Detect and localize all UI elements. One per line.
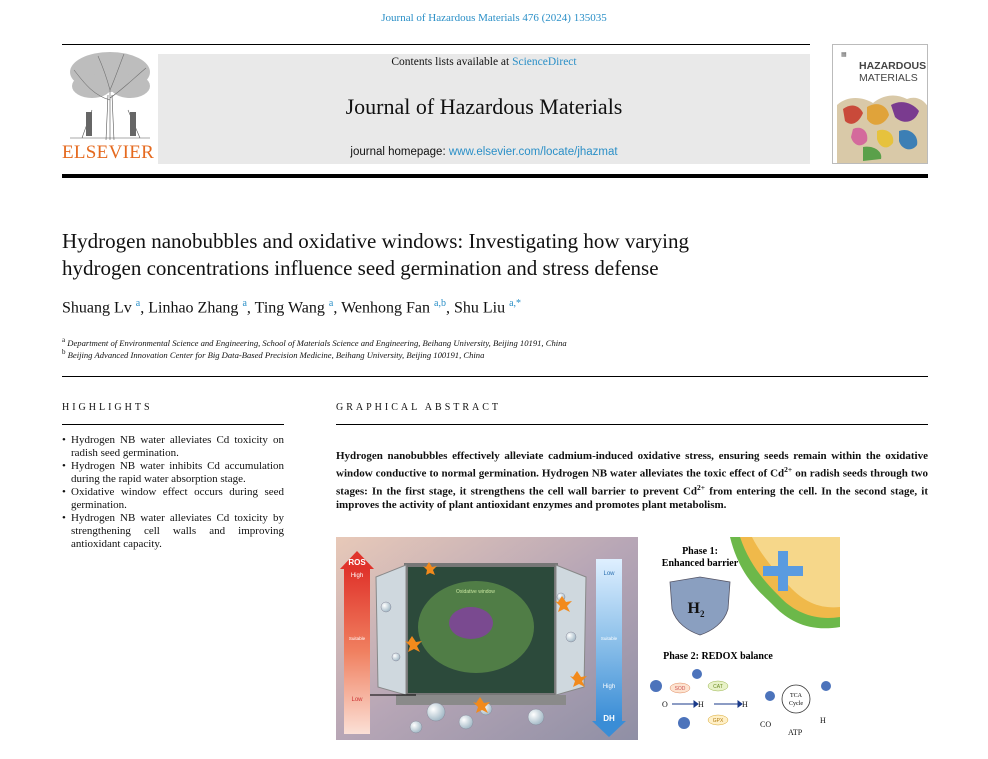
dh-suitable-label: Suitable bbox=[600, 636, 618, 641]
phase-diagram-figure bbox=[640, 537, 840, 740]
highlight-item: • Hydrogen NB water alleviates Cd toxicity by strengthening cell walls and improving antioxidant capacity. bbox=[62, 512, 284, 551]
h2o2-label: H bbox=[698, 700, 704, 709]
h2-symbol: H bbox=[687, 600, 700, 617]
h2o-out-label: H bbox=[820, 716, 826, 725]
affiliation-b: $^b$ Beijing Advanced Innovation Center for Big Data-Based Precision Medicine, Beihang University, Beijing 100191, China bbox=[62, 348, 485, 360]
graphical-abstract-heading: GRAPHICAL ABSTRACT bbox=[336, 402, 502, 413]
section-divider bbox=[62, 376, 928, 377]
ros-label: ROS bbox=[348, 558, 366, 567]
author-name[interactable]: Wenhong Fan bbox=[341, 299, 430, 317]
homepage-link[interactable]: www.elsevier.com/locate/jhazmat bbox=[448, 146, 618, 158]
h2o-label: H bbox=[742, 700, 748, 709]
graphical-abstract-rule bbox=[336, 424, 928, 425]
author-affiliation-mark[interactable]: a,* bbox=[509, 298, 522, 309]
cover-hazardous: HAZARDOUS bbox=[859, 60, 927, 72]
h2-subscript: 2 bbox=[699, 609, 705, 619]
affiliation-a: $^a$ Department of Environmental Science and Engineering, School of Materials Science and Engineering, Beihang University, Beijing 10191, China bbox=[62, 336, 567, 348]
shield-icon bbox=[670, 577, 730, 635]
phase1-subtitle: Enhanced barrier bbox=[661, 558, 739, 569]
highlight-item: • Hydrogen NB water alleviates Cd toxicity on radish seed germination. bbox=[62, 434, 284, 460]
gpx-label: GPX bbox=[712, 718, 724, 724]
header-rule bbox=[62, 44, 810, 45]
oxidative-window-figure bbox=[336, 537, 638, 740]
author-affiliation-mark[interactable]: a bbox=[242, 298, 247, 309]
journal-citation[interactable]: Journal of Hazardous Materials 476 (2024) 135035 bbox=[381, 12, 607, 24]
cover-world-map-icon bbox=[833, 45, 928, 164]
highlight-item: • Hydrogen NB water inhibits Cd accumulation during the rapid water absorption stage. bbox=[62, 460, 284, 486]
ros-suitable-label: Suitable bbox=[348, 636, 366, 641]
sod-label: SOD bbox=[674, 686, 686, 692]
ros-low-label: Low bbox=[351, 697, 363, 703]
publisher-name: ELSEVIER bbox=[62, 142, 155, 163]
elsevier-tree-icon bbox=[62, 50, 158, 142]
dh-low-label: Low bbox=[603, 571, 615, 577]
elsevier-logo[interactable] bbox=[62, 50, 158, 162]
phase1-title: Phase 1: bbox=[682, 546, 718, 557]
tca-label: TCA bbox=[790, 693, 802, 699]
phase2-title: Phase 2: REDOX balance bbox=[663, 651, 773, 662]
cover-logo-icon: ▦ bbox=[841, 52, 847, 58]
highlights-rule bbox=[62, 424, 284, 425]
dh-high-label: High bbox=[602, 684, 616, 690]
cycle-label: Cycle bbox=[789, 701, 803, 707]
author-name[interactable]: Shuang Lv bbox=[62, 299, 132, 317]
header-thick-rule bbox=[62, 174, 928, 178]
highlight-item: • Oxidative window effect occurs during seed germination. bbox=[62, 486, 284, 512]
highlights-heading: HIGHLIGHTS bbox=[62, 402, 153, 413]
author-affiliation-mark[interactable]: a bbox=[135, 298, 141, 309]
article-title: Hydrogen nanobubbles and oxidative windows: Investigating how varying hydrogen concentrations influence seed germination and stress defense bbox=[62, 229, 689, 280]
oxidative-window-label: Oxidative window bbox=[456, 589, 495, 595]
graphical-abstract-text: Hydrogen nanobubbles effectively alleviate cadmium-induced oxidative stress, ensuring seeds remain within the oxidative window conductive to normal germination. Hydrogen NB water alleviates the toxic effect of $Cd^{2+}$ on radish seeds through two stages: In the first stage, it strengthens the cell wall barrier to prevent $Cd^{2+}$ from entering the cell. In the second stage, it improves the activity of plant antioxidant enzymes and promotes plant metabolism. bbox=[336, 450, 928, 512]
contents-line: Contents lists available at ScienceDirect bbox=[391, 56, 577, 68]
journal-cover[interactable] bbox=[832, 44, 928, 164]
sciencedirect-link[interactable]: ScienceDirect bbox=[512, 56, 577, 68]
author-name[interactable]: Linhao Zhang bbox=[148, 299, 239, 317]
cat-label: CAT bbox=[713, 684, 723, 690]
journal-title: Journal of Hazardous Materials bbox=[345, 94, 623, 119]
co2-label: CO bbox=[760, 720, 772, 729]
ros-high-label: High bbox=[350, 573, 364, 579]
author-name[interactable]: Shu Liu bbox=[453, 299, 506, 317]
author-name[interactable]: Ting Wang bbox=[254, 299, 325, 317]
homepage-line: journal homepage: www.elsevier.com/locate/jhazmat bbox=[350, 146, 618, 158]
journal-banner bbox=[158, 54, 810, 164]
dh-label: DH bbox=[603, 714, 615, 723]
atp-label: ATP bbox=[788, 728, 803, 737]
o2-label: O bbox=[662, 700, 668, 709]
author-list: Shuang Lv $^a$, Linhao Zhang $^a$, Ting Wang $^a$, Wenhong Fan $^{a,b}$, Shu Liu $^{a,*}$ bbox=[62, 298, 522, 317]
author-affiliation-mark[interactable]: a,b bbox=[434, 298, 446, 309]
author-affiliation-mark[interactable]: a bbox=[328, 298, 334, 309]
cover-materials: MATERIALS bbox=[859, 72, 918, 84]
highlights-list bbox=[62, 434, 284, 551]
